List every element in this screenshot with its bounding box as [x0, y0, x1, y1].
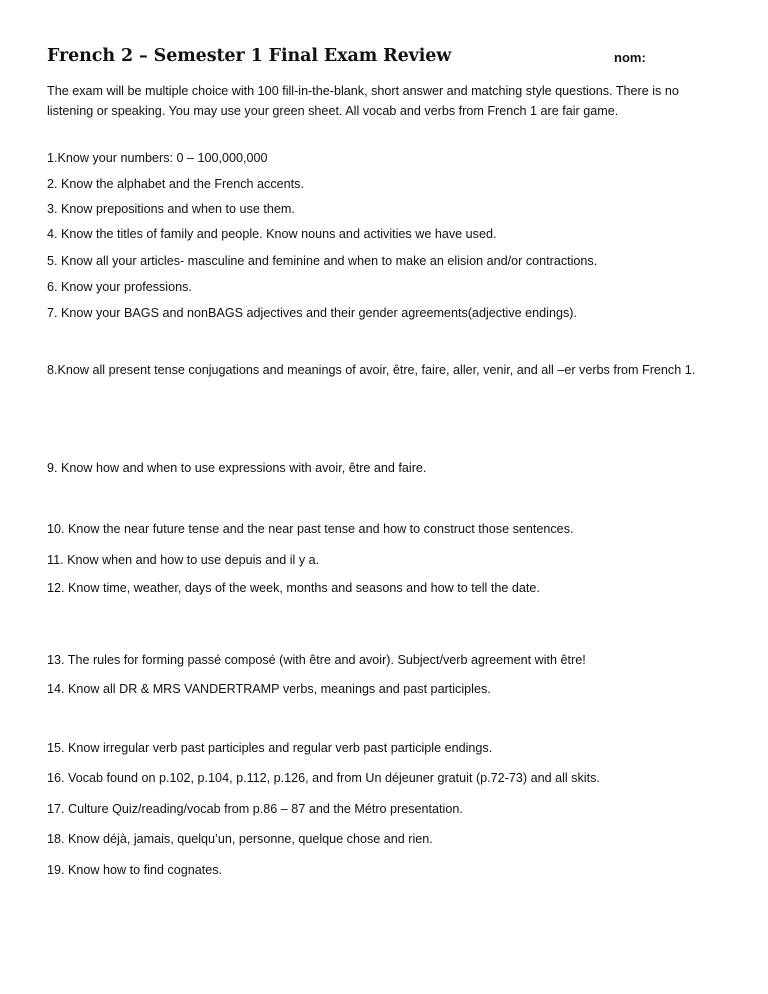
list-item-17: 17. Culture Quiz/reading/vocab from p.86 – 87 and the Métro presentation. — [47, 802, 463, 816]
name-label: nom: — [614, 50, 646, 65]
list-item-2: 2. Know the alphabet and the French accents. — [47, 177, 304, 191]
list-item-13: 13. The rules for forming passé composé (with être and avoir). Subject/verb agreement with être! — [47, 653, 586, 667]
list-item-7: 7. Know your BAGS and nonBAGS adjectives and their gender agreements(adjective endings). — [47, 306, 577, 320]
intro-paragraph: The exam will be multiple choice with 100 fill-in-the-blank, short answer and matching style questions. There is no listening or speaking. You may use your green sheet. All vocab and verbs from French 1 are fair game. — [47, 84, 679, 118]
list-item-11: 11. Know when and how to use depuis and il y a. — [47, 553, 320, 567]
list-item-5: 5. Know all your articles- masculine and feminine and when to make an elision and/or contractions. — [47, 254, 598, 268]
list-item-16: 16. Vocab found on p.102, p.104, p.112, p.126, and from Un déjeuner gratuit (p.72-73) and all skits. — [47, 771, 600, 785]
list-item-8: 8.Know all present tense conjugations and meanings of avoir, être, faire, aller, venir, and all –er verbs from French 1. — [47, 363, 696, 377]
page-title: French 2 – Semester 1 Final Exam Review — [47, 46, 452, 66]
list-item-9: 9. Know how and when to use expressions with avoir, être and faire. — [47, 461, 427, 475]
list-item-4: 4. Know the titles of family and people. Know nouns and activities we have used. — [47, 227, 497, 241]
list-item-19: 19. Know how to find cognates. — [47, 863, 223, 877]
list-item-1: 1.Know your numbers: 0 – 100,000,000 — [47, 151, 268, 165]
list-item-15: 15. Know irregular verb past participles and regular verb past participle endings. — [47, 741, 493, 755]
list-item-6: 6. Know your professions. — [47, 280, 192, 294]
list-item-10: 10. Know the near future tense and the near past tense and how to construct those sentences. — [47, 522, 574, 536]
list-item-12: 12. Know time, weather, days of the week, months and seasons and how to tell the date. — [47, 581, 540, 595]
list-item-3: 3. Know prepositions and when to use them. — [47, 202, 295, 216]
list-item-14: 14. Know all DR & MRS VANDERTRAMP verbs, meanings and past participles. — [47, 682, 491, 696]
list-item-18: 18. Know déjà, jamais, quelqu’un, personne, quelque chose and rien. — [47, 832, 433, 846]
